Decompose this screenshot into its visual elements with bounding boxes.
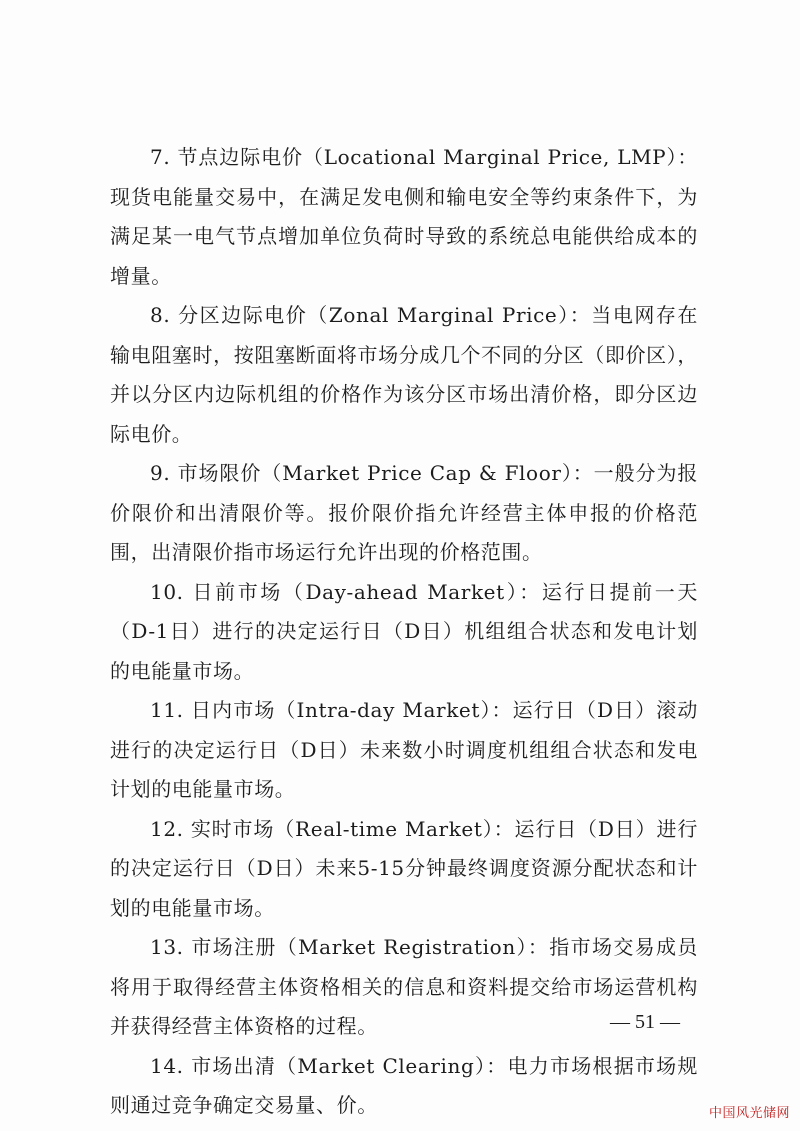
definition-paragraph-9: 9. 市场限价（Market Price Cap & Floor）：一般分为报价限价和出清限价等。报价限价指允许经营主体申报的价格范围，出清限价指市场运行允许出现的价格范围。 bbox=[110, 461, 698, 564]
definition-paragraph-14: 14. 市场出清（Market Clearing）：电力市场根据市场规则通过竞争确定交易量、价。 bbox=[110, 1053, 698, 1117]
definition-paragraph-7: 7. 节点边际电价（Locational Marginal Price, LMP）：现货电能量交易中，在满足发电侧和输电安全等约束条件下，为满足某一电气节点增加单位负荷时导致的系统总电能供给成本的增量。 bbox=[110, 145, 698, 288]
definition-paragraph-10: 10. 日前市场（Day-ahead Market）：运行日提前一天（D-1日）进行的决定运行日（D日）机组组合状态和发电计划的电能量市场。 bbox=[110, 579, 698, 683]
definition-paragraph-8: 8. 分区边际电价（Zonal Marginal Price）：当电网存在输电阻塞时，按阻塞断面将市场分成几个不同的分区（即价区），并以分区内边际机组的价格作为该分区市场出清价格，即分区边际电价。 bbox=[110, 303, 698, 446]
definition-paragraph-13: 13. 市场注册（Market Registration）：指市场交易成员将用于取得经营主体资格相关的信息和资料提交给市场运营机构并获得经营主体资格的过程。 bbox=[110, 935, 698, 1038]
definition-paragraph-11: 11. 日内市场（Intra-day Market）：运行日（D日）滚动进行的决定运行日（D日）未来数小时调度机组组合状态和发电计划的电能量市场。 bbox=[110, 698, 698, 801]
watermark: 中国风光储网 bbox=[708, 1106, 790, 1121]
page-number: — 51 — bbox=[610, 1011, 680, 1033]
definition-paragraph-12: 12. 实时市场（Real-time Market）：运行日（D日）进行的决定运行日（D日）未来5-15分钟最终调度资源分配状态和计划的电能量市场。 bbox=[110, 816, 698, 920]
document-body bbox=[110, 138, 698, 1126]
